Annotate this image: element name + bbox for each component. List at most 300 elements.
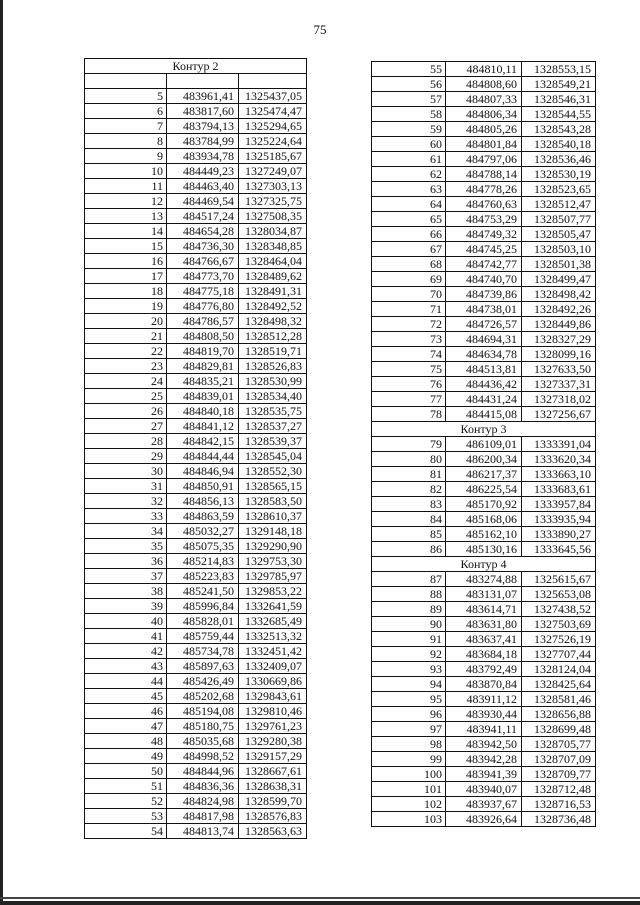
point-number-cell: 85 — [372, 527, 446, 542]
point-number-cell: 47 — [85, 719, 167, 734]
x-coordinate-cell: 483930,44 — [446, 707, 522, 722]
table-row — [372, 272, 596, 287]
table-row — [372, 632, 596, 647]
point-number-cell: 43 — [85, 659, 167, 674]
point-number-cell: 62 — [372, 167, 446, 182]
x-coordinate-cell: 484517,24 — [167, 209, 239, 224]
table-row — [85, 674, 307, 689]
point-number-cell: 100 — [372, 767, 446, 782]
blank-cell — [239, 74, 307, 89]
y-coordinate-cell: 1328526,83 — [239, 359, 307, 374]
table-row — [85, 119, 307, 134]
point-number-cell: 53 — [85, 809, 167, 824]
y-coordinate-cell: 1332685,49 — [239, 614, 307, 629]
x-coordinate-cell: 483961,41 — [167, 89, 239, 104]
y-coordinate-cell: 1329810,46 — [239, 704, 307, 719]
table-row — [372, 77, 596, 92]
x-coordinate-cell: 483614,71 — [446, 602, 522, 617]
point-number-cell: 8 — [85, 134, 167, 149]
y-coordinate-cell: 1325437,05 — [239, 89, 307, 104]
table-row — [85, 224, 307, 239]
y-coordinate-cell: 1333620,34 — [522, 452, 596, 467]
point-number-cell: 76 — [372, 377, 446, 392]
y-coordinate-cell: 1325653,08 — [522, 587, 596, 602]
table-row — [372, 182, 596, 197]
point-number-cell: 46 — [85, 704, 167, 719]
table-row — [85, 194, 307, 209]
table-row — [85, 389, 307, 404]
table-row — [85, 479, 307, 494]
table-row — [85, 104, 307, 119]
x-coordinate-cell: 484841,12 — [167, 419, 239, 434]
y-coordinate-cell: 1328348,85 — [239, 239, 307, 254]
x-coordinate-cell: 485759,44 — [167, 629, 239, 644]
point-number-cell: 82 — [372, 482, 446, 497]
y-coordinate-cell: 1328707,09 — [522, 752, 596, 767]
x-coordinate-cell: 484850,91 — [167, 479, 239, 494]
x-coordinate-cell: 484840,18 — [167, 404, 239, 419]
table-row — [85, 419, 307, 434]
table-row — [85, 134, 307, 149]
x-coordinate-cell: 484745,25 — [446, 242, 522, 257]
section-header-label: Контур 3 — [372, 422, 596, 437]
table-row — [85, 659, 307, 674]
x-coordinate-cell: 484739,86 — [446, 287, 522, 302]
y-coordinate-cell: 1327337,31 — [522, 377, 596, 392]
x-coordinate-cell: 483784,99 — [167, 134, 239, 149]
scan-bottom-line — [0, 897, 640, 899]
point-number-cell: 34 — [85, 524, 167, 539]
point-number-cell: 22 — [85, 344, 167, 359]
x-coordinate-cell: 484634,78 — [446, 347, 522, 362]
y-coordinate-cell: 1328512,47 — [522, 197, 596, 212]
table-row — [372, 467, 596, 482]
x-coordinate-cell: 484805,26 — [446, 122, 522, 137]
point-number-cell: 59 — [372, 122, 446, 137]
x-coordinate-cell: 483870,84 — [446, 677, 522, 692]
point-number-cell: 80 — [372, 452, 446, 467]
point-number-cell: 56 — [372, 77, 446, 92]
page-number: 75 — [313, 22, 327, 37]
point-number-cell: 61 — [372, 152, 446, 167]
x-coordinate-cell: 485996,84 — [167, 599, 239, 614]
x-coordinate-cell: 486200,34 — [446, 452, 522, 467]
y-coordinate-cell: 1329753,30 — [239, 554, 307, 569]
point-number-cell: 52 — [85, 794, 167, 809]
x-coordinate-cell: 484753,29 — [446, 212, 522, 227]
y-coordinate-cell: 1329853,22 — [239, 584, 307, 599]
y-coordinate-cell: 1328599,70 — [239, 794, 307, 809]
y-coordinate-cell: 1333935,94 — [522, 512, 596, 527]
point-number-cell: 72 — [372, 317, 446, 332]
point-number-cell: 42 — [85, 644, 167, 659]
point-number-cell: 10 — [85, 164, 167, 179]
coordinates-table-left — [84, 58, 307, 839]
y-coordinate-cell: 1325615,67 — [522, 572, 596, 587]
x-coordinate-cell: 483911,12 — [446, 692, 522, 707]
x-coordinate-cell: 484415,08 — [446, 407, 522, 422]
x-coordinate-cell: 483684,18 — [446, 647, 522, 662]
point-number-cell: 26 — [85, 404, 167, 419]
table-row — [372, 317, 596, 332]
x-coordinate-cell: 484797,06 — [446, 152, 522, 167]
point-number-cell: 39 — [85, 599, 167, 614]
point-number-cell: 9 — [85, 149, 167, 164]
y-coordinate-cell: 1328519,71 — [239, 344, 307, 359]
point-number-cell: 70 — [372, 287, 446, 302]
x-coordinate-cell: 484736,30 — [167, 239, 239, 254]
x-coordinate-cell: 485828,01 — [167, 614, 239, 629]
x-coordinate-cell: 484742,77 — [446, 257, 522, 272]
table-row — [85, 344, 307, 359]
point-number-cell: 17 — [85, 269, 167, 284]
x-coordinate-cell: 484808,50 — [167, 329, 239, 344]
x-coordinate-cell: 484775,18 — [167, 284, 239, 299]
point-number-cell: 79 — [372, 437, 446, 452]
table-row — [85, 269, 307, 284]
point-number-cell: 6 — [85, 104, 167, 119]
y-coordinate-cell: 1328327,29 — [522, 332, 596, 347]
section-header-row — [372, 422, 596, 437]
point-number-cell: 18 — [85, 284, 167, 299]
point-number-cell: 15 — [85, 239, 167, 254]
point-number-cell: 11 — [85, 179, 167, 194]
x-coordinate-cell: 485897,63 — [167, 659, 239, 674]
y-coordinate-cell: 1327318,02 — [522, 392, 596, 407]
y-coordinate-cell: 1329157,29 — [239, 749, 307, 764]
table-row — [372, 617, 596, 632]
table-row — [85, 509, 307, 524]
point-number-cell: 75 — [372, 362, 446, 377]
x-coordinate-cell: 484760,63 — [446, 197, 522, 212]
scan-bottom-edge — [0, 901, 640, 905]
table-row — [85, 464, 307, 479]
table-row — [372, 242, 596, 257]
x-coordinate-cell: 484694,31 — [446, 332, 522, 347]
point-number-cell: 88 — [372, 587, 446, 602]
x-coordinate-cell: 484463,40 — [167, 179, 239, 194]
y-coordinate-cell: 1332409,07 — [239, 659, 307, 674]
point-number-cell: 91 — [372, 632, 446, 647]
table-row — [372, 767, 596, 782]
point-number-cell: 63 — [372, 182, 446, 197]
y-coordinate-cell: 1328425,64 — [522, 677, 596, 692]
point-number-cell: 74 — [372, 347, 446, 362]
y-coordinate-cell: 1328543,28 — [522, 122, 596, 137]
blank-row — [85, 74, 307, 89]
y-coordinate-cell: 1328530,19 — [522, 167, 596, 182]
y-coordinate-cell: 1328498,32 — [239, 314, 307, 329]
point-number-cell: 103 — [372, 812, 446, 827]
x-coordinate-cell: 484806,34 — [446, 107, 522, 122]
table-row — [85, 329, 307, 344]
y-coordinate-cell: 1328534,40 — [239, 389, 307, 404]
point-number-cell: 33 — [85, 509, 167, 524]
table-row — [372, 407, 596, 422]
x-coordinate-cell: 483926,64 — [446, 812, 522, 827]
table-row — [85, 164, 307, 179]
table-row — [372, 452, 596, 467]
y-coordinate-cell: 1325224,64 — [239, 134, 307, 149]
x-coordinate-cell: 483631,80 — [446, 617, 522, 632]
table-row — [85, 599, 307, 614]
y-coordinate-cell: 1332641,59 — [239, 599, 307, 614]
table-row — [372, 482, 596, 497]
point-number-cell: 44 — [85, 674, 167, 689]
y-coordinate-cell: 1329843,61 — [239, 689, 307, 704]
table-row — [372, 92, 596, 107]
point-number-cell: 13 — [85, 209, 167, 224]
x-coordinate-cell: 484654,28 — [167, 224, 239, 239]
point-number-cell: 19 — [85, 299, 167, 314]
table-row — [85, 749, 307, 764]
y-coordinate-cell: 1329290,90 — [239, 539, 307, 554]
x-coordinate-cell: 484738,01 — [446, 302, 522, 317]
x-coordinate-cell: 484786,57 — [167, 314, 239, 329]
table-row — [85, 569, 307, 584]
table-row — [85, 149, 307, 164]
table-row — [85, 284, 307, 299]
point-number-cell: 87 — [372, 572, 446, 587]
coordinates-table-right — [371, 61, 596, 827]
point-number-cell: 101 — [372, 782, 446, 797]
x-coordinate-cell: 483817,60 — [167, 104, 239, 119]
table-row — [372, 542, 596, 557]
point-number-cell: 93 — [372, 662, 446, 677]
y-coordinate-cell: 1328705,77 — [522, 737, 596, 752]
table-row — [85, 629, 307, 644]
point-number-cell: 49 — [85, 749, 167, 764]
y-coordinate-cell: 1328498,42 — [522, 287, 596, 302]
x-coordinate-cell: 484469,54 — [167, 194, 239, 209]
table-row — [372, 587, 596, 602]
table-row — [85, 314, 307, 329]
table-row — [85, 179, 307, 194]
y-coordinate-cell: 1328712,48 — [522, 782, 596, 797]
y-coordinate-cell: 1328545,04 — [239, 449, 307, 464]
x-coordinate-cell: 485168,06 — [446, 512, 522, 527]
point-number-cell: 48 — [85, 734, 167, 749]
point-number-cell: 7 — [85, 119, 167, 134]
point-number-cell: 58 — [372, 107, 446, 122]
point-number-cell: 28 — [85, 434, 167, 449]
table-row — [85, 809, 307, 824]
table-row — [85, 719, 307, 734]
table-row — [372, 377, 596, 392]
point-number-cell: 65 — [372, 212, 446, 227]
point-number-cell: 96 — [372, 707, 446, 722]
x-coordinate-cell: 484846,94 — [167, 464, 239, 479]
y-coordinate-cell: 1328512,28 — [239, 329, 307, 344]
point-number-cell: 67 — [372, 242, 446, 257]
point-number-cell: 29 — [85, 449, 167, 464]
point-number-cell: 12 — [85, 194, 167, 209]
y-coordinate-cell: 1328501,38 — [522, 257, 596, 272]
point-number-cell: 45 — [85, 689, 167, 704]
y-coordinate-cell: 1328505,47 — [522, 227, 596, 242]
x-coordinate-cell: 485180,75 — [167, 719, 239, 734]
y-coordinate-cell: 1328537,27 — [239, 419, 307, 434]
table-row — [372, 437, 596, 452]
table-row — [372, 602, 596, 617]
x-coordinate-cell: 485032,27 — [167, 524, 239, 539]
table-row — [372, 497, 596, 512]
y-coordinate-cell: 1328124,04 — [522, 662, 596, 677]
table-row — [372, 212, 596, 227]
table-row — [372, 737, 596, 752]
table-row — [85, 644, 307, 659]
point-number-cell: 64 — [372, 197, 446, 212]
y-coordinate-cell: 1332513,32 — [239, 629, 307, 644]
point-number-cell: 51 — [85, 779, 167, 794]
table-row — [85, 794, 307, 809]
table-row — [372, 692, 596, 707]
point-number-cell: 98 — [372, 737, 446, 752]
point-number-cell: 81 — [372, 467, 446, 482]
table-row — [372, 752, 596, 767]
x-coordinate-cell: 484824,98 — [167, 794, 239, 809]
table-row — [372, 347, 596, 362]
point-number-cell: 92 — [372, 647, 446, 662]
x-coordinate-cell: 484431,24 — [446, 392, 522, 407]
x-coordinate-cell: 483792,49 — [446, 662, 522, 677]
point-number-cell: 5 — [85, 89, 167, 104]
y-coordinate-cell: 1329761,23 — [239, 719, 307, 734]
x-coordinate-cell: 484778,26 — [446, 182, 522, 197]
x-coordinate-cell: 484788,14 — [446, 167, 522, 182]
x-coordinate-cell: 484842,15 — [167, 434, 239, 449]
point-number-cell: 54 — [85, 824, 167, 839]
y-coordinate-cell: 1327526,19 — [522, 632, 596, 647]
section-header-label: Контур 2 — [85, 59, 307, 74]
x-coordinate-cell: 485241,50 — [167, 584, 239, 599]
point-number-cell: 31 — [85, 479, 167, 494]
section-header-row — [372, 557, 596, 572]
y-coordinate-cell: 1328565,15 — [239, 479, 307, 494]
x-coordinate-cell: 484844,96 — [167, 764, 239, 779]
x-coordinate-cell: 485075,35 — [167, 539, 239, 554]
x-coordinate-cell: 485170,92 — [446, 497, 522, 512]
scan-left-edge — [0, 0, 3, 905]
x-coordinate-cell: 485426,49 — [167, 674, 239, 689]
y-coordinate-cell: 1327438,52 — [522, 602, 596, 617]
y-coordinate-cell: 1327249,07 — [239, 164, 307, 179]
table-row — [372, 677, 596, 692]
y-coordinate-cell: 1328523,65 — [522, 182, 596, 197]
table-row — [85, 239, 307, 254]
y-coordinate-cell: 1328489,62 — [239, 269, 307, 284]
table-row — [372, 287, 596, 302]
table-row — [85, 734, 307, 749]
point-number-cell: 89 — [372, 602, 446, 617]
point-number-cell: 99 — [372, 752, 446, 767]
table-row — [85, 764, 307, 779]
table-row — [85, 434, 307, 449]
x-coordinate-cell: 484449,23 — [167, 164, 239, 179]
x-coordinate-cell: 484801,84 — [446, 137, 522, 152]
point-number-cell: 78 — [372, 407, 446, 422]
table-row — [372, 302, 596, 317]
point-number-cell: 102 — [372, 797, 446, 812]
y-coordinate-cell: 1328099,16 — [522, 347, 596, 362]
point-number-cell: 90 — [372, 617, 446, 632]
x-coordinate-cell: 484740,70 — [446, 272, 522, 287]
x-coordinate-cell: 485223,83 — [167, 569, 239, 584]
x-coordinate-cell: 485035,68 — [167, 734, 239, 749]
table-row — [85, 779, 307, 794]
point-number-cell: 41 — [85, 629, 167, 644]
y-coordinate-cell: 1327256,67 — [522, 407, 596, 422]
x-coordinate-cell: 484819,70 — [167, 344, 239, 359]
table-row — [85, 824, 307, 839]
y-coordinate-cell: 1327325,75 — [239, 194, 307, 209]
y-coordinate-cell: 1328736,48 — [522, 812, 596, 827]
y-coordinate-cell: 1333957,84 — [522, 497, 596, 512]
y-coordinate-cell: 1328667,61 — [239, 764, 307, 779]
point-number-cell: 55 — [372, 62, 446, 77]
point-number-cell: 20 — [85, 314, 167, 329]
blank-cell — [85, 74, 167, 89]
table-row — [85, 209, 307, 224]
x-coordinate-cell: 484836,36 — [167, 779, 239, 794]
table-row — [372, 362, 596, 377]
y-coordinate-cell: 1332451,42 — [239, 644, 307, 659]
table-row — [372, 122, 596, 137]
table-row — [372, 527, 596, 542]
y-coordinate-cell: 1328536,46 — [522, 152, 596, 167]
table-row — [85, 704, 307, 719]
x-coordinate-cell: 484844,44 — [167, 449, 239, 464]
x-coordinate-cell: 484998,52 — [167, 749, 239, 764]
y-coordinate-cell: 1325294,65 — [239, 119, 307, 134]
x-coordinate-cell: 485130,16 — [446, 542, 522, 557]
table-row — [372, 647, 596, 662]
point-number-cell: 50 — [85, 764, 167, 779]
table-row — [85, 254, 307, 269]
table-row — [372, 392, 596, 407]
y-coordinate-cell: 1333890,27 — [522, 527, 596, 542]
table-row — [372, 227, 596, 242]
y-coordinate-cell: 1328581,46 — [522, 692, 596, 707]
x-coordinate-cell: 483942,50 — [446, 737, 522, 752]
table-row — [85, 614, 307, 629]
x-coordinate-cell: 483941,11 — [446, 722, 522, 737]
table-row — [85, 374, 307, 389]
x-coordinate-cell: 484835,21 — [167, 374, 239, 389]
y-coordinate-cell: 1329148,18 — [239, 524, 307, 539]
point-number-cell: 57 — [372, 92, 446, 107]
table-row — [372, 662, 596, 677]
y-coordinate-cell: 1327707,44 — [522, 647, 596, 662]
y-coordinate-cell: 1328709,77 — [522, 767, 596, 782]
x-coordinate-cell: 483934,78 — [167, 149, 239, 164]
table-row — [372, 722, 596, 737]
x-coordinate-cell: 484817,98 — [167, 809, 239, 824]
y-coordinate-cell: 1328546,31 — [522, 92, 596, 107]
x-coordinate-cell: 484839,01 — [167, 389, 239, 404]
y-coordinate-cell: 1327633,50 — [522, 362, 596, 377]
point-number-cell: 95 — [372, 692, 446, 707]
y-coordinate-cell: 1333645,56 — [522, 542, 596, 557]
x-coordinate-cell: 485202,68 — [167, 689, 239, 704]
y-coordinate-cell: 1328535,75 — [239, 404, 307, 419]
x-coordinate-cell: 483942,28 — [446, 752, 522, 767]
y-coordinate-cell: 1328507,77 — [522, 212, 596, 227]
point-number-cell: 77 — [372, 392, 446, 407]
y-coordinate-cell: 1329280,38 — [239, 734, 307, 749]
x-coordinate-cell: 484776,80 — [167, 299, 239, 314]
table-row — [372, 197, 596, 212]
